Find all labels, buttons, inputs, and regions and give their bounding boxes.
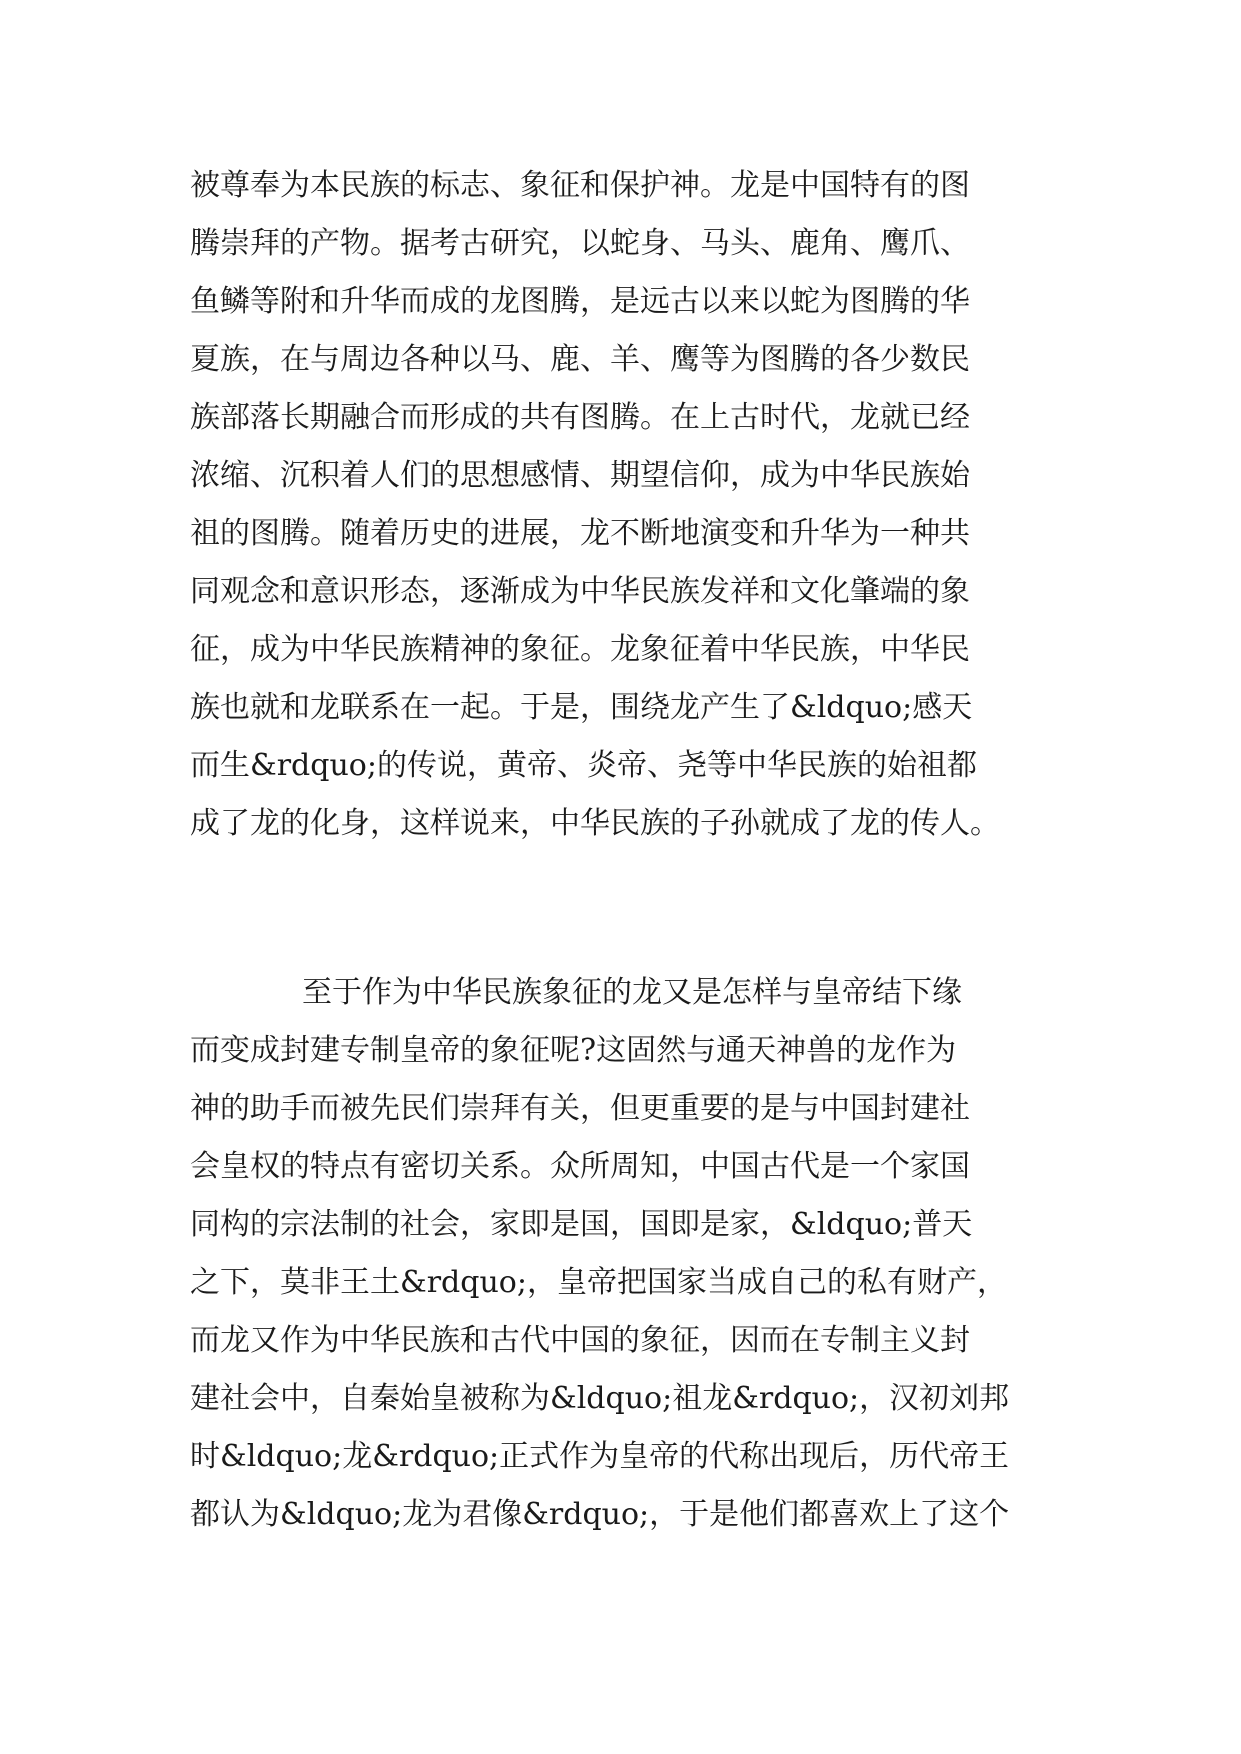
text-line: 而变成封建专制皇帝的象征呢?这固然与通天神兽的龙作为 bbox=[190, 1033, 957, 1068]
text-line: 会皇权的特点有密切关系。众所周知，中国古代是一个家国 bbox=[190, 1149, 970, 1184]
text-line: 腾崇拜的产物。据考古研究，以蛇身、马头、鹿角、鹰爪、 bbox=[190, 226, 970, 261]
text-line: 鱼鳞等附和升华而成的龙图腾，是远古以来以蛇为图腾的华 bbox=[190, 284, 970, 319]
text-line: 祖的图腾。随着历史的进展，龙不断地演变和升华为一种共 bbox=[190, 516, 970, 551]
text-line: 而龙又作为中华民族和古代中国的象征，因而在专制主义封 bbox=[190, 1323, 970, 1358]
text-line: 而生&rdquo;的传说，黄帝、炎帝、尧等中华民族的始祖都 bbox=[190, 748, 977, 783]
text-line: 被尊奉为本民族的标志、象征和保护神。龙是中国特有的图 bbox=[190, 168, 970, 203]
text-line-indented: 至于作为中华民族象征的龙又是怎样与皇帝结下缘 bbox=[302, 975, 962, 1010]
text-line: 同构的宗法制的社会，家即是国，国即是家，&ldquo;普天 bbox=[190, 1207, 973, 1242]
text-line: 时&ldquo;龙&rdquo;正式作为皇帝的代称出现后，历代帝王 bbox=[190, 1439, 1010, 1474]
text-line: 族部落长期融合而形成的共有图腾。在上古时代，龙就已经 bbox=[190, 400, 970, 435]
text-line: 同观念和意识形态，逐渐成为中华民族发祥和文化肇端的象 bbox=[190, 574, 970, 609]
text-line: 神的助手而被先民们崇拜有关，但更重要的是与中国封建社 bbox=[190, 1091, 970, 1126]
text-line: 夏族，在与周边各种以马、鹿、羊、鹰等为图腾的各少数民 bbox=[190, 342, 970, 377]
text-line: 成了龙的化身，这样说来，中华民族的子孙就成了龙的传人。 bbox=[190, 806, 1000, 841]
paragraph-dragon-emperor bbox=[190, 964, 1070, 1544]
text-line: 征，成为中华民族精神的象征。龙象征着中华民族，中华民 bbox=[190, 632, 970, 667]
text-line: 浓缩、沉积着人们的思想感情、期望信仰，成为中华民族始 bbox=[190, 458, 970, 493]
text-line: 族也就和龙联系在一起。于是，围绕龙产生了&ldquo;感天 bbox=[190, 690, 973, 725]
text-line: 之下，莫非王土&rdquo;，皇帝把国家当成自己的私有财产， bbox=[190, 1265, 1007, 1300]
text-line: 建社会中，自秦始皇被称为&ldquo;祖龙&rdquo;，汉初刘邦 bbox=[190, 1381, 1010, 1416]
paragraph-dragon-totem bbox=[190, 157, 1070, 853]
text-line: 都认为&ldquo;龙为君像&rdquo;，于是他们都喜欢上了这个 bbox=[190, 1497, 1010, 1532]
